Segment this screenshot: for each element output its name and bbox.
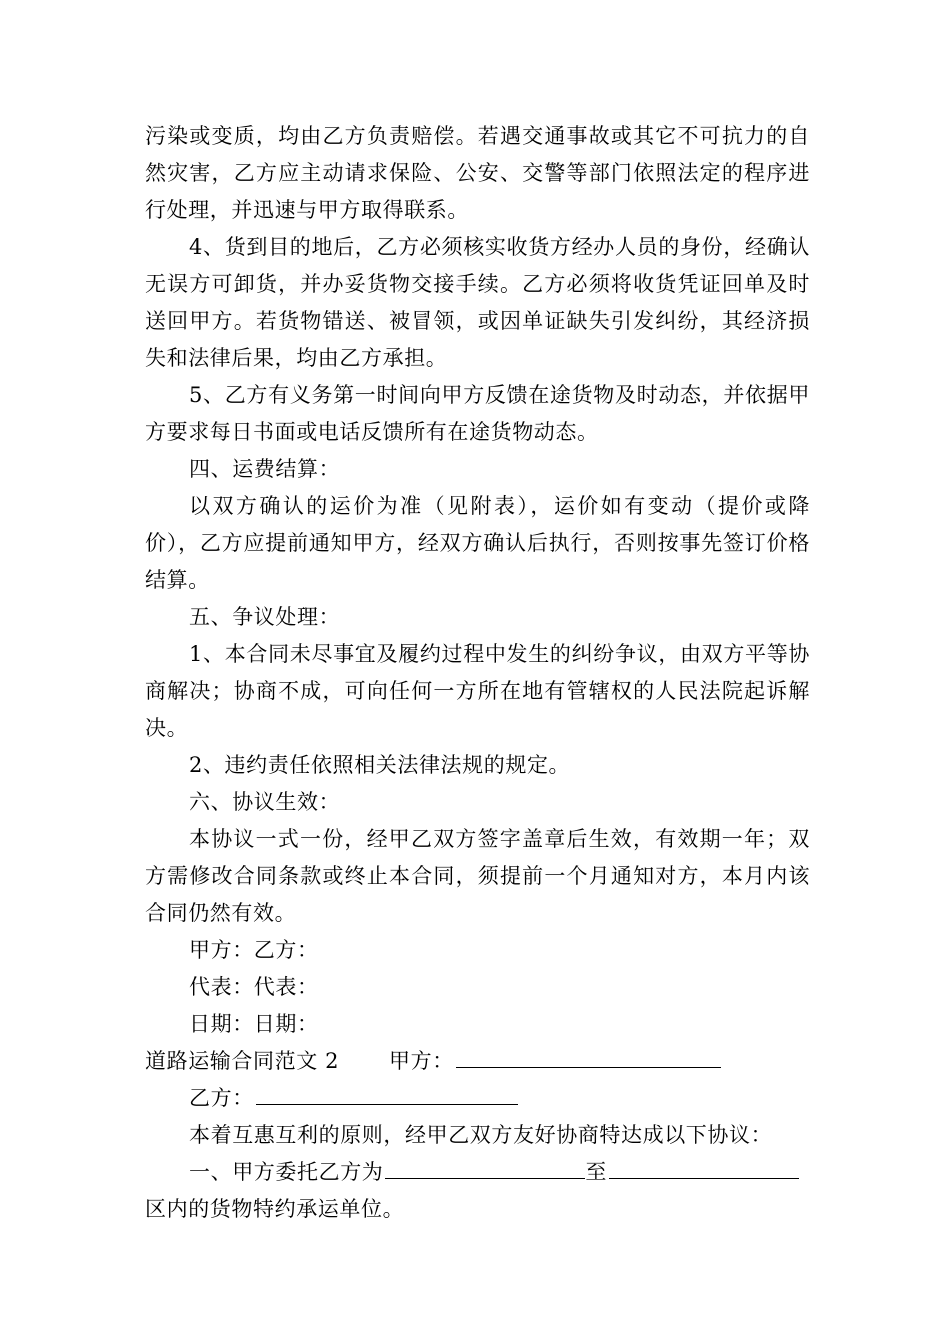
clause1-prefix: 一、甲方委托乙方为 <box>189 1160 384 1184</box>
paragraph-dispute-2: 2、违约责任依照相关法律法规的规定。 <box>189 753 571 777</box>
clause1-suffix: 区内的货物特约承运单位。 <box>145 1197 405 1221</box>
party-b-line <box>145 1080 810 1117</box>
paragraph-clause-4: 4、货到目的地后，乙方必须核实收货方经办人员的身份，经确认无误方可卸货，并办妥货物交接手续。乙方必须将收货凭证回单及时送回甲方。若货物错送、被冒领，或因单证缺失引发纠纷，其经济损失和法律后果，均由乙方承担。 <box>145 235 810 370</box>
contract2-title-line <box>145 1043 810 1080</box>
signature-representatives: 代表：代表： <box>189 975 319 999</box>
party-b-label: 乙方： <box>189 1086 254 1110</box>
party-a-blank <box>456 1045 721 1068</box>
contract2-intro: 本着互惠互利的原则，经甲乙双方友好协商特达成以下协议： <box>189 1123 773 1147</box>
paragraph-effective: 本协议一式一份，经甲乙双方签字盖章后生效，有效期一年；双方需修改合同条款或终止本合同，须提前一个月通知对方，本月内该合同仍然有效。 <box>145 827 810 925</box>
section-heading-dispute: 五、争议处理： <box>189 605 341 629</box>
paragraph-dispute-1: 1、本合同未尽事宜及履约过程中发生的纠纷争议，由双方平等协商解决；协商不成，可向任何一方所在地有管辖权的人民法院起诉解决。 <box>145 642 810 740</box>
contract2-title: 道路运输合同范文 2 <box>145 1049 340 1073</box>
document-body <box>145 118 810 1228</box>
clause1-mid: 至 <box>585 1160 608 1184</box>
section-heading-effective: 六、协议生效： <box>189 790 341 814</box>
signature-dates: 日期：日期： <box>189 1012 319 1036</box>
signature-parties: 甲方：乙方： <box>189 938 319 962</box>
paragraph-freight: 以双方确认的运价为准（见附表），运价如有变动（提价或降价），乙方应提前通知甲方，经双方确认后执行，否则按事先签订价格结算。 <box>145 494 810 592</box>
clause1-line <box>145 1154 810 1191</box>
paragraph-clause-5: 5、乙方有义务第一时间向甲方反馈在途货物及时动态，并依据甲方要求每日书面或电话反馈所有在途货物动态。 <box>145 383 810 444</box>
section-heading-freight: 四、运费结算： <box>189 457 341 481</box>
party-b-blank <box>256 1082 518 1105</box>
paragraph-liability: 污染或变质，均由乙方负责赔偿。若遇交通事故或其它不可抗力的自然灾害，乙方应主动请求保险、公安、交警等部门依照法定的程序进行处理，并迅速与甲方取得联系。 <box>145 124 810 222</box>
destination-blank <box>609 1156 799 1179</box>
origin-blank <box>385 1156 585 1179</box>
party-a-label: 甲方： <box>389 1049 454 1073</box>
